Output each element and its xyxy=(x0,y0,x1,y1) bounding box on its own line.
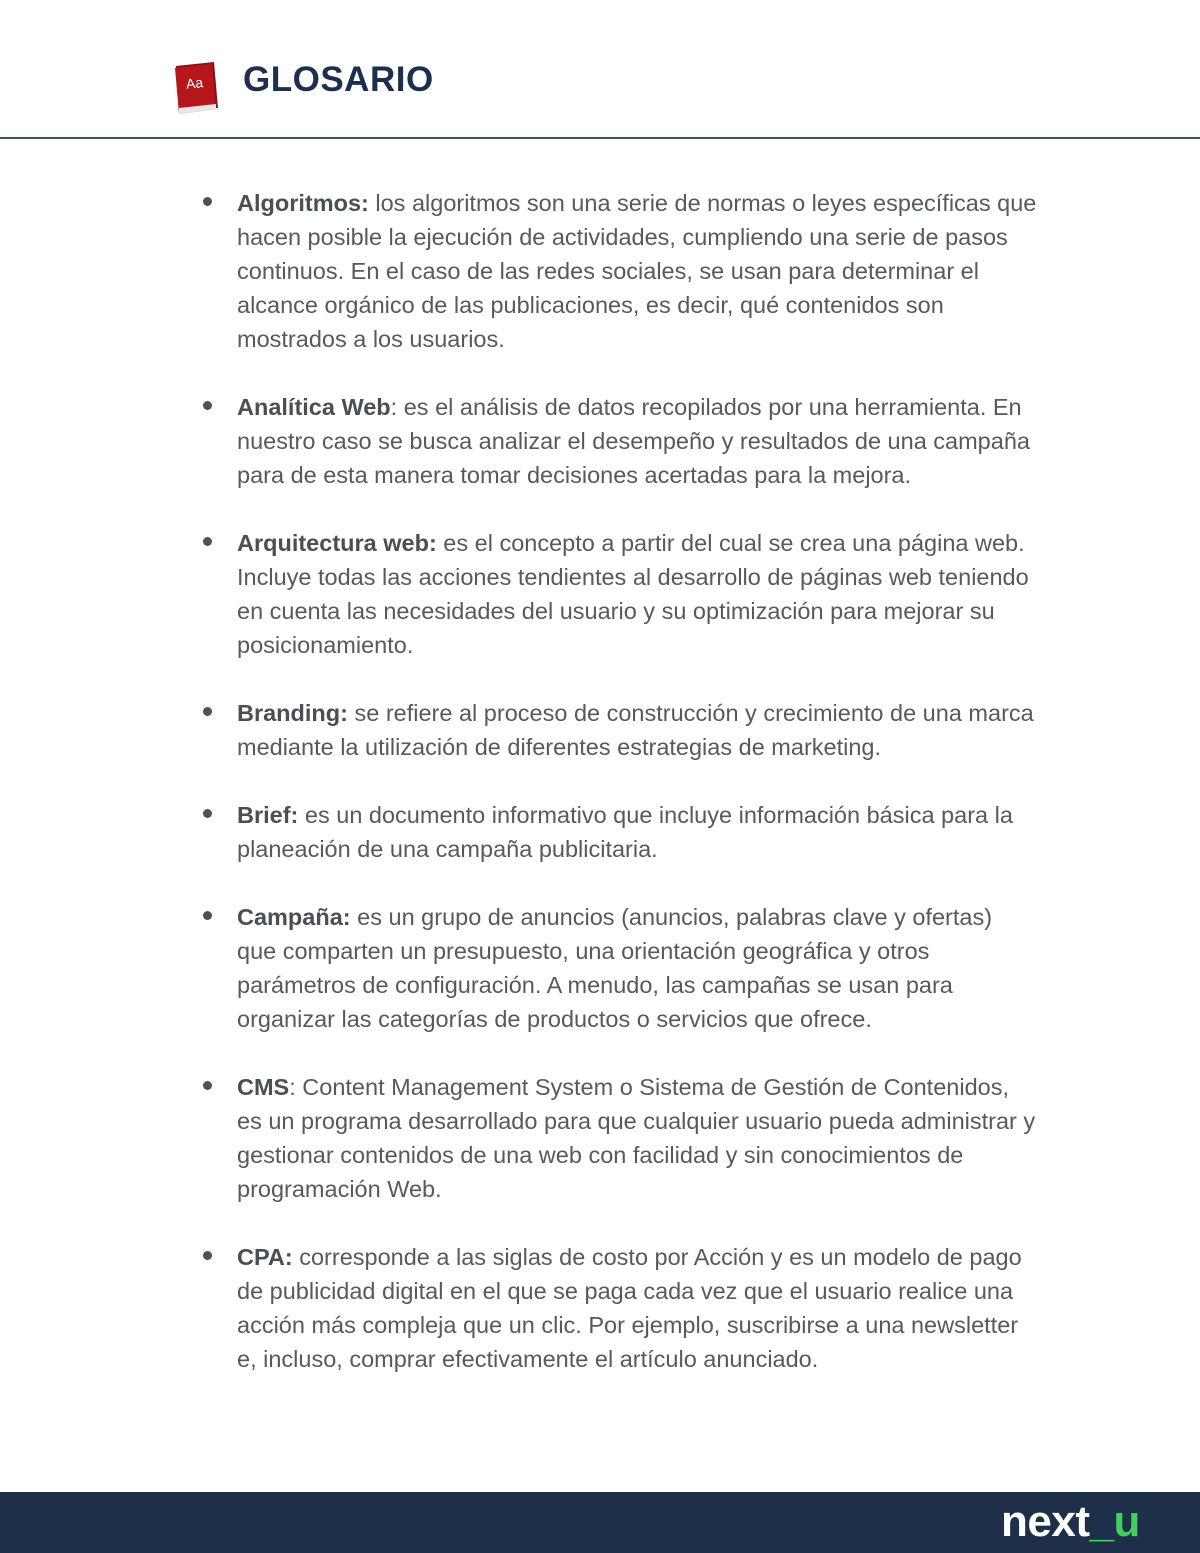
glossary-definition: es el concepto a partir del cual se crea una página web. Incluye todas las acciones tendientes al desarrollo de páginas web teniendo en cuenta las necesidades del usuario y su optimización para mejorar su posicionamiento. xyxy=(237,530,1029,658)
glossary-entry xyxy=(0,900,1037,1036)
glossary-term: Brief: xyxy=(237,802,299,828)
glossary-term: Algoritmos: xyxy=(237,190,369,216)
bullet-icon xyxy=(203,809,212,818)
glossary-entry xyxy=(0,186,1037,356)
brand-name: next xyxy=(1001,1497,1090,1546)
glossary-entry xyxy=(0,696,1037,764)
bullet-icon xyxy=(203,1081,212,1090)
glossary-entry xyxy=(0,1070,1037,1206)
bullet-icon xyxy=(203,707,212,716)
glossary-definition: : Content Management System o Sistema de Gestión de Contenidos, es un programa desarrollado para que cualquier usuario pueda administrar y gestionar contenidos de una web con facilidad y sin conocimientos de programación Web. xyxy=(237,1074,1036,1202)
glossary-entry xyxy=(0,1240,1037,1376)
brand-logo xyxy=(1001,1496,1140,1548)
brand-accent: _u xyxy=(1089,1497,1140,1546)
glossary-definition: corresponde a las siglas de costo por Acción y es un modelo de pago de publicidad digital en el que se paga cada vez que el usuario realice una acción más compleja que un clic. Por ejemplo, suscribirse a una newsletter e, incluso, comprar efectivamente el artículo anunciado. xyxy=(237,1244,1022,1372)
glossary-definition: es un documento informativo que incluye información básica para la planeación de una campaña publicitaria. xyxy=(237,802,1013,862)
bullet-icon xyxy=(203,911,212,920)
glossary-term: Branding: xyxy=(237,700,348,726)
glossary-entry xyxy=(0,798,1037,866)
glossary-term: Campaña: xyxy=(237,904,351,930)
glossary-definition: : es el análisis de datos recopilados por una herramienta. En nuestro caso se busca analizar el desempeño y resultados de una campaña para de esta manera tomar decisiones acertadas para la mejora. xyxy=(237,394,1030,488)
glossary-entry xyxy=(0,390,1037,492)
glossary-term: CMS xyxy=(237,1074,290,1100)
bullet-icon xyxy=(203,1251,212,1260)
page-title: GLOSARIO xyxy=(243,60,434,99)
icon-label: Aa xyxy=(185,74,204,92)
page-header xyxy=(0,0,1200,140)
glossary-term: Analítica Web xyxy=(237,394,391,420)
glossary-term: CPA: xyxy=(237,1244,293,1270)
bullet-icon xyxy=(203,401,212,410)
glossary-definition: es un grupo de anuncios (anuncios, palabras clave y ofertas) que comparten un presupuesto, una orientación geográfica y otros parámetros de configuración. A menudo, las campañas se usan para organizar las categorías de productos o servicios que ofrece. xyxy=(237,904,993,1032)
page-footer xyxy=(0,1492,1200,1553)
glossary-definition: los algoritmos son una serie de normas o leyes específicas que hacen posible la ejecución de actividades, cumpliendo una serie de pasos continuos. En el caso de las redes sociales, se usan para determinar el alcance orgánico de las publicaciones, es decir, qué contenidos son mostrados a los usuarios. xyxy=(237,190,1037,352)
header-divider xyxy=(0,137,1200,139)
glossary-term: Arquitectura web: xyxy=(237,530,437,556)
glossary-list xyxy=(0,186,1200,1410)
bullet-icon xyxy=(203,537,212,546)
glossary-entry xyxy=(0,526,1037,662)
glossary-definition: se refiere al proceso de construcción y crecimiento de una marca mediante la utilización de diferentes estrategias de marketing. xyxy=(237,700,1034,760)
glossary-book-icon xyxy=(174,62,220,114)
bullet-icon xyxy=(203,197,212,206)
